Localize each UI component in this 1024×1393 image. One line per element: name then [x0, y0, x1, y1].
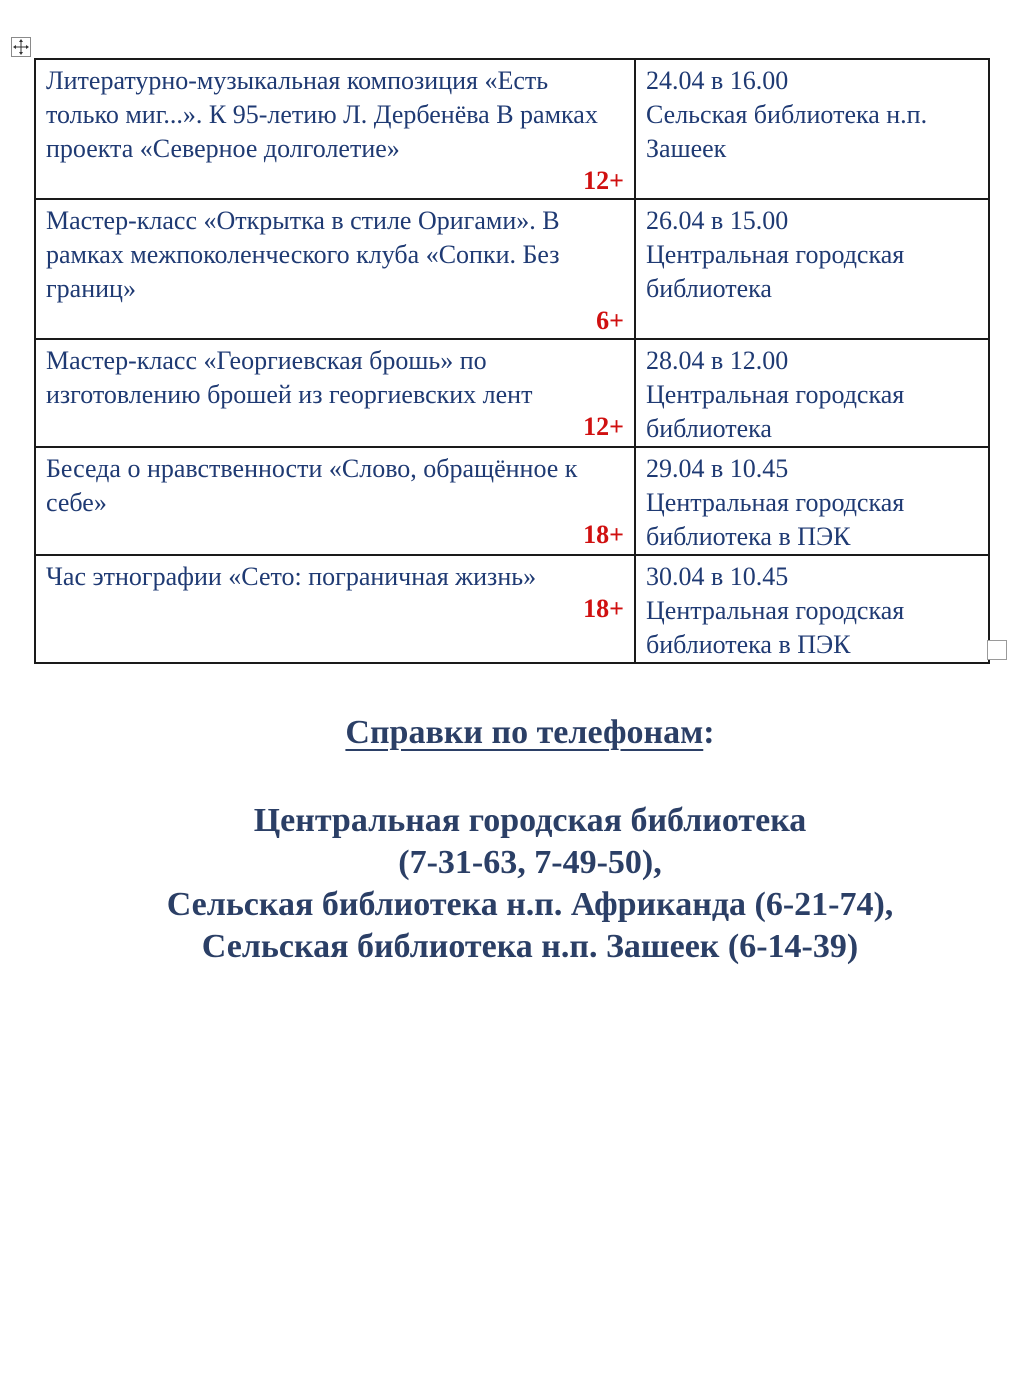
datetime-venue-cell[interactable]	[635, 339, 989, 447]
event-title: Час этнографии «Сето: пограничная жизнь»	[46, 562, 537, 591]
datetime-venue-cell[interactable]	[635, 59, 989, 199]
table-move-icon[interactable]	[11, 37, 31, 57]
table-row	[35, 447, 989, 555]
event-datetime: 26.04 в 15.00	[646, 206, 789, 235]
table-row	[35, 59, 989, 199]
event-title: Литературно-музыкальная композиция «Есть только миг...». К 95-летию Л. Дербенёва В рамках проекта «Северное долголетие»	[46, 66, 598, 163]
table-row	[35, 555, 989, 663]
contact-line: Центральная городская библиотека	[253, 802, 807, 839]
age-rating: 12+	[583, 166, 624, 195]
event-datetime: 30.04 в 10.45	[646, 562, 789, 591]
event-cell[interactable]	[35, 339, 635, 447]
event-title: Мастер-класс «Открытка в стиле Оригами». В рамках межпоколенческого клуба «Сопки. Без границ»	[46, 206, 560, 303]
event-datetime: 24.04 в 16.00	[646, 66, 789, 95]
age-rating: 18+	[583, 594, 624, 623]
contacts-section	[0, 712, 1024, 968]
event-cell[interactable]	[35, 59, 635, 199]
table-row	[35, 339, 989, 447]
event-cell[interactable]	[35, 447, 635, 555]
table-resize-icon[interactable]	[987, 640, 1007, 660]
datetime-venue-cell[interactable]	[635, 447, 989, 555]
event-venue: Сельская библиотека н.п. Зашеек	[646, 100, 928, 163]
event-datetime: 28.04 в 12.00	[646, 346, 789, 375]
contact-line: Сельская библиотека н.п. Зашеек (6-14-39)	[201, 928, 859, 965]
contact-line: Сельская библиотека н.п. Африканда (6-21-74),	[166, 886, 894, 923]
contact-line: (7-31-63, 7-49-50),	[398, 844, 662, 881]
age-rating: 6+	[596, 306, 624, 335]
event-venue: Центральная городская библиотека	[646, 380, 905, 443]
datetime-venue-cell[interactable]	[635, 199, 989, 339]
events-table	[34, 58, 990, 664]
datetime-venue-cell[interactable]	[635, 555, 989, 663]
event-venue: Центральная городская библиотека	[646, 240, 905, 303]
event-title: Мастер-класс «Георгиевская брошь» по изготовлению брошей из георгиевских лент	[46, 346, 533, 409]
age-rating: 18+	[583, 520, 624, 549]
event-cell[interactable]	[35, 555, 635, 663]
event-venue: Центральная городская библиотека в ПЭК	[646, 488, 905, 551]
event-cell[interactable]	[35, 199, 635, 339]
contacts-list	[0, 800, 1024, 968]
table-row	[35, 199, 989, 339]
contacts-heading: Справки по телефонам	[345, 714, 704, 751]
event-title: Беседа о нравственности «Слово, обращённое к себе»	[46, 454, 578, 517]
contacts-heading-colon: :	[703, 714, 715, 751]
event-venue: Центральная городская библиотека в ПЭК	[646, 596, 905, 659]
age-rating: 12+	[583, 412, 624, 441]
event-datetime: 29.04 в 10.45	[646, 454, 789, 483]
contacts-heading-line	[0, 712, 1024, 754]
